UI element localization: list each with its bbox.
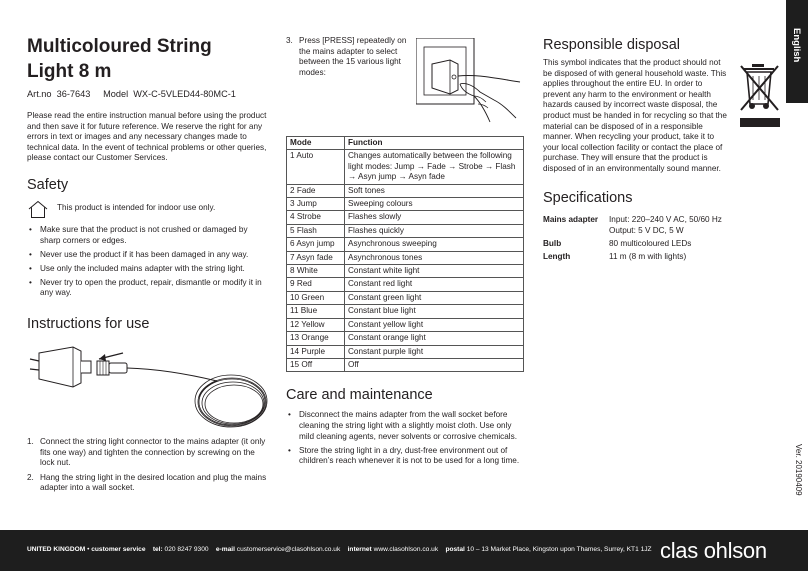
table-row: 2 Fade Soft tones (287, 184, 524, 197)
table-row: 13 Orange Constant orange light (287, 332, 524, 345)
spec-row: Bulb 80 multicoloured LEDs (543, 238, 692, 248)
safety-heading: Safety (27, 176, 69, 193)
footer-website: www.clasohlson.co.uk (373, 546, 439, 553)
list-item: • Store the string light in a dry, dust-free environment out of children’s reach whenever it is not to be used for a long time. (288, 445, 520, 466)
step-3: 3. Press [PRESS] repeatedly on the mains adapter to select between the 15 various light modes: (286, 36, 524, 130)
column-left (27, 34, 269, 498)
list-item: 1. Connect the string light connector to the mains adapter (it only fits one way) and tighten the connection by screwing on the lock nut. (27, 437, 266, 468)
table-row: 9 Red Constant red light (287, 278, 524, 291)
adapter-connection-illustration (27, 339, 269, 431)
table-row: 11 Blue Constant blue light (287, 305, 524, 318)
list-item: • Never try to open the product, repair, dismantle or modify it in any way. (29, 277, 262, 298)
table-row: 6 Asyn jump Asynchronous sweeping (287, 238, 524, 251)
press-button-illustration (416, 38, 524, 128)
table-row: 15 Off Off (287, 358, 524, 371)
specifications-heading: Specifications (543, 189, 633, 206)
table-row: 3 Jump Sweeping colours (287, 198, 524, 211)
spec-row: Length 11 m (8 m with lights) (543, 251, 687, 261)
light-modes-table (286, 136, 524, 372)
table-header-row (287, 137, 524, 150)
language-tab (786, 0, 808, 103)
brand-logo: clas ohlson (660, 538, 767, 563)
list-item: • Make sure that the product is not crushed or damaged by sharp corners or edges. (29, 224, 248, 245)
product-title: Multicoloured String Light 8 m (27, 36, 212, 82)
care-list (286, 410, 524, 466)
disposal-heading: Responsible disposal (543, 37, 681, 53)
model-label: Model (103, 89, 129, 99)
list-item: • Disconnect the mains adapter from the wall socket before cleaning the string light with a slightly moist cloth. Use only mild cleaning agents, never solvents or corrosive chemicals. (288, 410, 517, 441)
instructions-heading: Instructions for use (27, 316, 150, 333)
house-icon (27, 200, 49, 219)
model-number: WX-C-5VLED44-80MC-1 (133, 89, 236, 99)
list-item: • Never use the product if it has been damaged in any way. (29, 249, 249, 259)
spec-row: Mains adapter Input: 220–240 V AC, 50/60 Hz Output: 5 V DC, 5 W (543, 214, 722, 235)
footer-contact: UNITED KINGDOM • customer service tel: 020 8247 9300 e-mail customerservice@clasohlson.co.uk internet www.clasohlson.co.uk postal 10 – 13 Market Place, Kingston upon Thames, Surrey, KT1 1JZ (27, 546, 652, 553)
column-middle (286, 36, 524, 470)
language-label: English (791, 28, 802, 63)
table-row: 14 Purple Constant purple light (287, 345, 524, 358)
table-row: 10 Green Constant green light (287, 291, 524, 304)
column-header-function: Function (345, 137, 524, 150)
indoor-note (27, 200, 269, 219)
table-row: 7 Asyn fade Asynchronous tones (287, 251, 524, 264)
footer-email: customerservice@clasohlson.co.uk (236, 546, 341, 553)
intro-text: Please read the entire instruction manual before using the product and then save it for future reference. We reserve the right for any errors in text or images and any necessary changes made to technical data. In the event of technical problems or other queries, please contact our Customer Services. (27, 111, 267, 163)
list-item: • Use only the included mains adapter with the string light. (29, 263, 245, 273)
crossed-out-bin-icon (738, 62, 782, 130)
table-row: 1 Auto Changes automatically between the following light modes: Jump → Fade → Strobe → Flash → Asyn jump → Asyn fade (287, 150, 524, 184)
table-row: 4 Strobe Flashes slowly (287, 211, 524, 224)
column-header-mode: Mode (287, 137, 345, 150)
instruction-steps (27, 437, 269, 494)
footer-bar (0, 530, 808, 571)
art-label: Art.no (27, 89, 52, 99)
table-row: 8 White Constant white light (287, 265, 524, 278)
article-number-line (27, 89, 269, 99)
care-heading: Care and maintenance (286, 387, 433, 404)
art-number: 36-7643 (56, 89, 91, 99)
table-row: 12 Yellow Constant yellow light (287, 318, 524, 331)
table-row: 5 Flash Flashes quickly (287, 224, 524, 237)
disposal-text: This symbol indicates that the product should not be disposed of with general household waste. This applies throughout the entire EU. In order to prevent any harm to the environment or health hazards caused by incorrect waste disposal, the product must be handed in for recycling so that the material can be disposed of in a responsible manner. When recycling your product, take it to your local collection facility or contact the place of purchase. They will ensure that the product is disposed of in an environmentally sound manner. (543, 58, 727, 173)
list-item: 2. Hang the string light in the desired location and plug the mains adapter into a wall socket. (27, 472, 267, 493)
version-label: Ver. 20190409 (794, 444, 803, 496)
indoor-note-text: This product is intended for indoor use only. (57, 202, 216, 212)
safety-list (27, 225, 269, 299)
specifications-list (543, 214, 735, 262)
column-right (543, 36, 735, 264)
